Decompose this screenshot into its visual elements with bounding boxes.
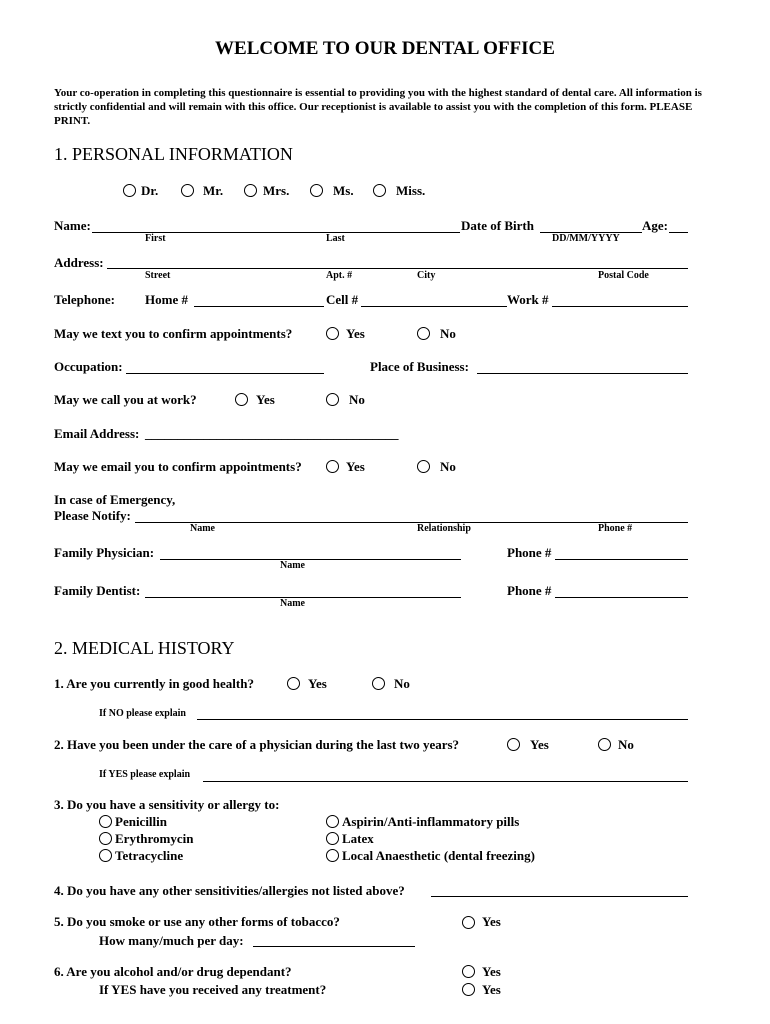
- cell-phone-label: Cell #: [326, 292, 359, 307]
- q1-yes-radio[interactable]: [287, 677, 300, 690]
- text-confirm-question: May we text you to confirm appointments?: [54, 326, 293, 341]
- dob-format-caption: DD/MM/YYYY: [552, 233, 620, 244]
- email-confirm-yes-label: Yes: [346, 459, 365, 474]
- emergency-label-line1: In case of Emergency,: [54, 492, 176, 507]
- q6-yes-label: Yes: [482, 964, 501, 979]
- physician-phone-label: Phone #: [507, 545, 552, 560]
- q2-yes-label: Yes: [530, 737, 549, 752]
- q6-sub-label: If YES have you received any treatment?: [99, 982, 327, 997]
- email-confirm-no-radio[interactable]: [417, 460, 430, 473]
- call-work-no-label: No: [349, 392, 365, 407]
- physician-label: Family Physician:: [54, 545, 155, 560]
- postal-caption: Postal Code: [598, 270, 649, 281]
- allergy-erythromycin-radio[interactable]: [99, 832, 112, 845]
- dentist-phone-label: Phone #: [507, 583, 552, 598]
- street-caption: Street: [145, 270, 171, 281]
- q4-field[interactable]: [431, 896, 688, 897]
- emergency-name-caption: Name: [190, 523, 215, 534]
- allergy-erythromycin-label: Erythromycin: [115, 831, 194, 846]
- work-phone-field[interactable]: [552, 306, 688, 307]
- dob-label: Date of Birth: [461, 218, 534, 233]
- q1-yes-label: Yes: [308, 676, 327, 691]
- city-caption: City: [417, 270, 436, 281]
- q1-question: 1. Are you currently in good health?: [54, 676, 254, 691]
- home-phone-label: Home #: [145, 292, 188, 307]
- q5-yes-label: Yes: [482, 914, 501, 929]
- title-mrs-label: Mrs.: [263, 183, 290, 198]
- call-work-yes-label: Yes: [256, 392, 275, 407]
- work-phone-label: Work #: [507, 292, 549, 307]
- name-label: Name:: [54, 218, 91, 233]
- cell-phone-field[interactable]: [361, 306, 507, 307]
- text-confirm-yes-label: Yes: [346, 326, 365, 341]
- q2-no-label: No: [618, 737, 634, 752]
- telephone-label: Telephone:: [54, 292, 115, 307]
- title-miss-radio[interactable]: [373, 184, 386, 197]
- section-medical-heading: 2. MEDICAL HISTORY: [54, 638, 235, 658]
- relationship-caption: Relationship: [417, 523, 471, 534]
- apt-caption: Apt. #: [326, 270, 353, 281]
- q5-question: 5. Do you smoke or use any other forms of tobacco?: [54, 914, 340, 929]
- title-mr-radio[interactable]: [181, 184, 194, 197]
- first-caption: First: [145, 233, 166, 244]
- q2-no-radio[interactable]: [598, 738, 611, 751]
- q4-question: 4. Do you have any other sensitivities/allergies not listed above?: [54, 883, 405, 898]
- physician-name-caption: Name: [280, 560, 305, 571]
- text-confirm-no-radio[interactable]: [417, 327, 430, 340]
- q2-question: 2. Have you been under the care of a physician during the last two years?: [54, 737, 460, 752]
- allergy-tetracycline-radio[interactable]: [99, 849, 112, 862]
- call-work-no-radio[interactable]: [326, 393, 339, 406]
- dentist-phone-field[interactable]: [555, 597, 688, 598]
- allergy-penicillin-radio[interactable]: [99, 815, 112, 828]
- q6-yes-radio[interactable]: [462, 965, 475, 978]
- title-miss-label: Miss.: [396, 183, 426, 198]
- q3-question: 3. Do you have a sensitivity or allergy to:: [54, 797, 280, 812]
- allergy-latex-label: Latex: [342, 831, 374, 846]
- occupation-field[interactable]: [126, 373, 324, 374]
- title-mrs-radio[interactable]: [244, 184, 257, 197]
- allergy-anaesthetic-radio[interactable]: [326, 849, 339, 862]
- allergy-aspirin-label: Aspirin/Anti-inflammatory pills: [342, 814, 520, 829]
- email-confirm-no-label: No: [440, 459, 456, 474]
- text-confirm-yes-radio[interactable]: [326, 327, 339, 340]
- allergy-aspirin-radio[interactable]: [326, 815, 339, 828]
- q1-explain-label: If NO please explain: [99, 708, 186, 719]
- business-field[interactable]: [477, 373, 688, 374]
- q2-explain-field[interactable]: [203, 781, 688, 782]
- q5-sub-field[interactable]: [253, 946, 415, 947]
- emergency-label-line2: Please Notify:: [54, 508, 131, 523]
- title-dr-radio[interactable]: [123, 184, 136, 197]
- q6-question: 6. Are you alcohol and/or drug dependant?: [54, 964, 292, 979]
- allergy-anaesthetic-label: Local Anaesthetic (dental freezing): [342, 848, 535, 863]
- address-label: Address:: [54, 255, 104, 270]
- q2-yes-radio[interactable]: [507, 738, 520, 751]
- allergy-tetracycline-label: Tetracycline: [115, 848, 184, 863]
- q1-no-label: No: [394, 676, 410, 691]
- intro-text: Your co-operation in completing this questionnaire is essential to providing you with the highest standard of dental care. All information is strictly confidential and will remain with this office. Our receptionist is available to assist you with the completion of this form. PLEASE PRINT.: [54, 87, 702, 127]
- text-confirm-no-label: No: [440, 326, 456, 341]
- title-dr-label: Dr.: [141, 183, 159, 198]
- title-mr-label: Mr.: [203, 183, 224, 198]
- q6-sub-yes-radio[interactable]: [462, 983, 475, 996]
- address-field[interactable]: [107, 268, 688, 269]
- occupation-label: Occupation:: [54, 359, 123, 374]
- q5-yes-radio[interactable]: [462, 916, 475, 929]
- call-work-yes-radio[interactable]: [235, 393, 248, 406]
- q6-sub-yes-label: Yes: [482, 982, 501, 997]
- allergy-latex-radio[interactable]: [326, 832, 339, 845]
- email-confirm-yes-radio[interactable]: [326, 460, 339, 473]
- dentist-label: Family Dentist:: [54, 583, 141, 598]
- title-ms-radio[interactable]: [310, 184, 323, 197]
- q1-explain-field[interactable]: [197, 719, 688, 720]
- age-field[interactable]: [669, 232, 688, 233]
- email-field[interactable]: _______________________________________: [145, 426, 399, 441]
- title-ms-label: Ms.: [333, 183, 354, 198]
- home-phone-field[interactable]: [194, 306, 324, 307]
- physician-field[interactable]: [160, 559, 461, 560]
- q1-no-radio[interactable]: [372, 677, 385, 690]
- q2-explain-label: If YES please explain: [99, 769, 191, 780]
- dentist-name-caption: Name: [280, 598, 305, 609]
- last-caption: Last: [326, 233, 345, 244]
- physician-phone-field[interactable]: [555, 559, 688, 560]
- emergency-phone-caption: Phone #: [598, 523, 633, 534]
- age-label: Age:: [642, 218, 668, 233]
- call-work-question: May we call you at work?: [54, 392, 197, 407]
- page-title: WELCOME TO OUR DENTAL OFFICE: [215, 38, 555, 59]
- email-confirm-question: May we email you to confirm appointments?: [54, 459, 302, 474]
- allergy-penicillin-label: Penicillin: [115, 814, 167, 829]
- section-personal-heading: 1. PERSONAL INFORMATION: [54, 144, 293, 164]
- business-label: Place of Business:: [370, 359, 469, 374]
- email-label: Email Address:: [54, 426, 140, 441]
- q5-sub-label: How many/much per day:: [99, 933, 244, 948]
